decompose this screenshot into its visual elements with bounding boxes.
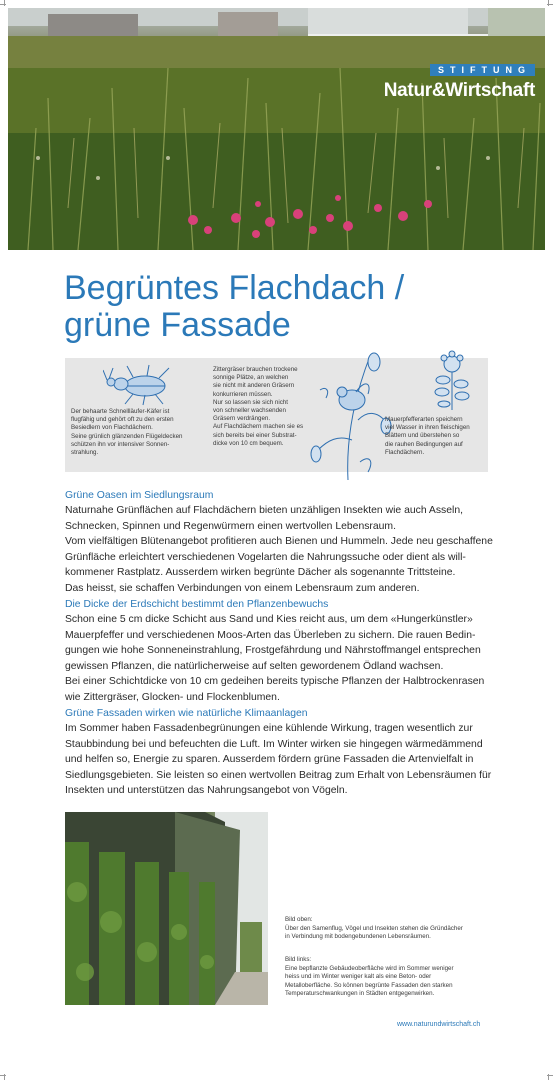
caption-image-left: Bild links: Eine bepflanzte Gebäudeoberfläche wird im Sommer weniger heiss und im Winter weniger kalt als eine Beton- oder Metalloberfläche. So können begrünte Fassaden den starken Temperaturschwankungen in Städten entgegenwirken. xyxy=(285,956,454,998)
section-green-oases xyxy=(65,489,495,597)
paragraph-line: wie Zittergräser, Glocken- und Flockenblumen. xyxy=(65,691,280,703)
crop-mark xyxy=(0,1075,6,1076)
grass-caption: Zittergräser brauchen trockene sonnige Plätze, an welchen sie nicht mit anderen Gräsern konkurrieren müssen. Nur so lassen sie sich nicht von schneller wachsenden Gräsern verdrängen. Auf Flachdächern machen sie es sich bereits bei einer Substrat- dicke von 10 cm bequem. xyxy=(213,366,304,447)
paragraph-line: gewissen Pflanzen, die natürlicherweise auf selten gewordenem Ödland wachsen. xyxy=(65,660,444,672)
crop-mark xyxy=(4,1074,5,1080)
paragraph-line: Schon eine 5 cm dicke Schicht aus Sand und Kies reicht aus, um dem «Hungerkünstler» xyxy=(65,614,473,625)
paragraph-line: Naturnahe Grünflächen auf Flachdächern bieten unzähligen Insekten wie auch Asseln, xyxy=(65,505,463,516)
logo-stiftung: STIFTUNG xyxy=(430,64,535,76)
beetle-icon xyxy=(103,362,183,406)
crop-mark xyxy=(4,0,5,6)
green-facade-photo xyxy=(65,812,268,1005)
hero-green-roof-photo xyxy=(8,8,545,250)
paragraph-line: Schnecken, Spinnen und Regenwürmern einen wertvollen Lebensraum. xyxy=(65,520,396,532)
page-title xyxy=(64,270,404,344)
section-soil-depth xyxy=(65,598,495,706)
paragraph-line: Grünfläche erleichtert verschiedenen Vogelarten die Nahrungssuche oder dient als will- xyxy=(65,551,466,563)
beetle-caption: Der behaarte Schnellläufer-Käfer ist flugfähig und gehört oft zu den ersten Besiedlern von Flachdächern. Seine grünlich glänzenden Flügeldecken schützen ihn vor intensiver Sonnen- strahlung. xyxy=(71,408,183,457)
section-heading: Grüne Fassaden wirken wie natürliche Klimaanlagen xyxy=(65,708,308,719)
stonecrop-plant-icon xyxy=(427,350,477,412)
stonecrop-caption: Mauerpfefferarten speichern viel Wasser in ihren fleischigen Blättern und überstehen so die rauhen Bedingungen auf Flachdächern. xyxy=(385,416,470,456)
section-heading: Die Dicke der Erdschicht bestimmt den Pflanzenbewuchs xyxy=(65,599,329,610)
caption-image-above: Bild oben: Über den Samenflug, Vögel und Insekten stehen die Gründächer in Verbindung mit bodengebundenen Lebensräumen. xyxy=(285,916,463,941)
paragraph-line: Vom vielfältigen Blütenangebot profitieren auch Bienen und Hummeln. Jede neu geschaffene xyxy=(65,536,493,548)
logo-wordmark: Natur&Wirtschaft xyxy=(383,80,535,101)
facade-illustration xyxy=(65,812,268,1005)
quaking-grass-bee-icon xyxy=(308,350,393,482)
paragraph-line: Siedlungsgebieten. Sie leisten so einen wertvollen Beitrag zum Erhalt von Lebensräumen für xyxy=(65,769,492,781)
paragraph-line: Insekten und unterstützen das Nahrungsangebot von Vögeln. xyxy=(65,785,348,797)
paragraph-line: kommener Rastplatz. Ausserdem wirken begrünte Dächer als sogenannte Trittsteine. xyxy=(65,567,456,579)
crop-mark xyxy=(548,0,549,6)
paragraph-line: Im Sommer haben Fassadenbegrünungen eine kühlende Wirkung, tragen wesentlich zur xyxy=(65,723,473,734)
section-green-facades xyxy=(65,707,495,799)
paragraph-line: Das heisst, sie schaffen Verbindungen von einem Lebensraum zum anderen. xyxy=(65,582,420,594)
paragraph-line: und helfen so, Energie zu sparen. Ausserdem fördern grüne Fassaden die Artenvielfalt in xyxy=(65,754,474,766)
title-line-2: grüne Fassade xyxy=(64,306,291,344)
paragraph-line: Bei einer Schichtdicke von 10 cm gedeihen bereits typische Pflanzen der Halbtrockenrasen xyxy=(65,676,485,688)
paragraph-line: gungen wie hohe Sonneneinstrahlung, Frostgefährdung und Nährstoffmangel entsprechen xyxy=(65,645,481,657)
website-link[interactable]: www.naturundwirtschaft.ch xyxy=(397,1021,481,1028)
meadow-illustration xyxy=(8,8,545,250)
illustration-info-box xyxy=(65,358,488,472)
paragraph-line: Mauerpfeffer und verschiedenen Moos-Arten das Überleben zu sichern. Die rauen Bedin- xyxy=(65,629,476,641)
title-line-1: Begrüntes Flachdach / xyxy=(64,269,405,307)
foundation-logo xyxy=(384,60,535,102)
paragraph-line: Staubbindung bei und befeuchten die Luft. Im Winter wirken sie hingegen wärmedämmend xyxy=(65,738,483,750)
section-heading: Grüne Oasen im Siedlungsraum xyxy=(65,490,214,501)
crop-mark xyxy=(548,1074,549,1080)
crop-mark xyxy=(0,4,6,5)
